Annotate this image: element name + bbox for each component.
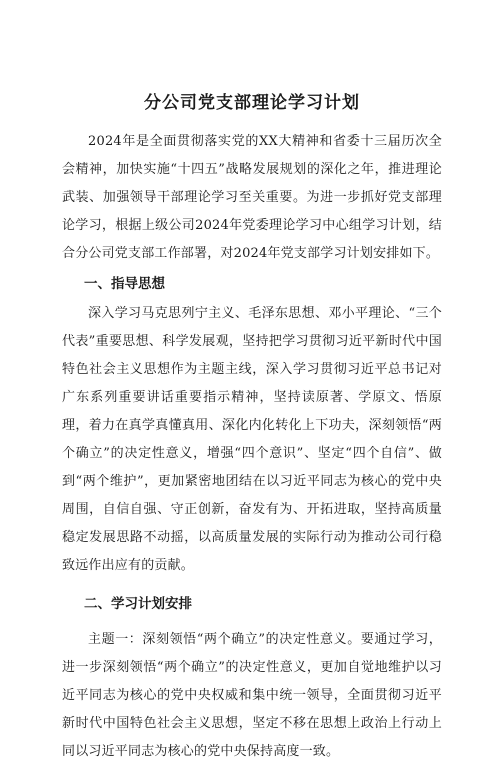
section-heading-guiding-ideology: 一、指导思想 xyxy=(84,276,165,292)
document-title: 分公司党支部理论学习计划 xyxy=(144,93,360,113)
intro-paragraph: 2024年是全面贯彻落实党的XX大精神和省委十三届历次全会精神，加快实施“十四五”战略发展规划的深化之年，推进理论武装、加强领导干部理论学习至关重要。为进一步抓好党支部理论学习，根据上级公司2024年党委理论学习中心组学习计划，结合分公司党支部工作部署，对2024年党支部学习计划安排如下。 xyxy=(62,134,442,261)
section-heading-study-plan: 二、学习计划安排 xyxy=(84,596,192,612)
guiding-ideology-paragraph: 深入学习马克思列宁主义、毛泽东思想、邓小平理论、“三个代表”重要思想、科学发展观，坚持把学习贯彻习近平新时代中国特色社会主义思想作为主题主线，深入学习贯彻习近平总书记对广东系列重要讲话重要指示精神，坚持读原著、学原文、悟原理，着力在真学真懂真用、深化内化转化上下功夫，深刻领悟“两个确立”的决定性意义，增强“四个意识”、坚定“四个自信”、做到“两个维护”，更加紧密地团结在以习近平同志为核心的党中央周围，自信自强、守正创新，奋发有为、开拓进取，坚持高质量稳定发展思路不动摇，以高质量发展的实际行动为推动公司行稳致远作出应有的贡献。 xyxy=(62,306,442,573)
topic-one-paragraph: 主题一：深刻领悟“两个确立”的决定性意义。要通过学习，进一步深刻领悟“两个确立”的决定性意义，更加自觉地维护以习近平同志为核心的党中央权威和集中统一领导，全面贯彻习近平新时代中国特色社会主义思想，坚定不移在思想上政治上行动上同以习近平同志为核心的党中央保持高度一致。 xyxy=(62,632,442,759)
